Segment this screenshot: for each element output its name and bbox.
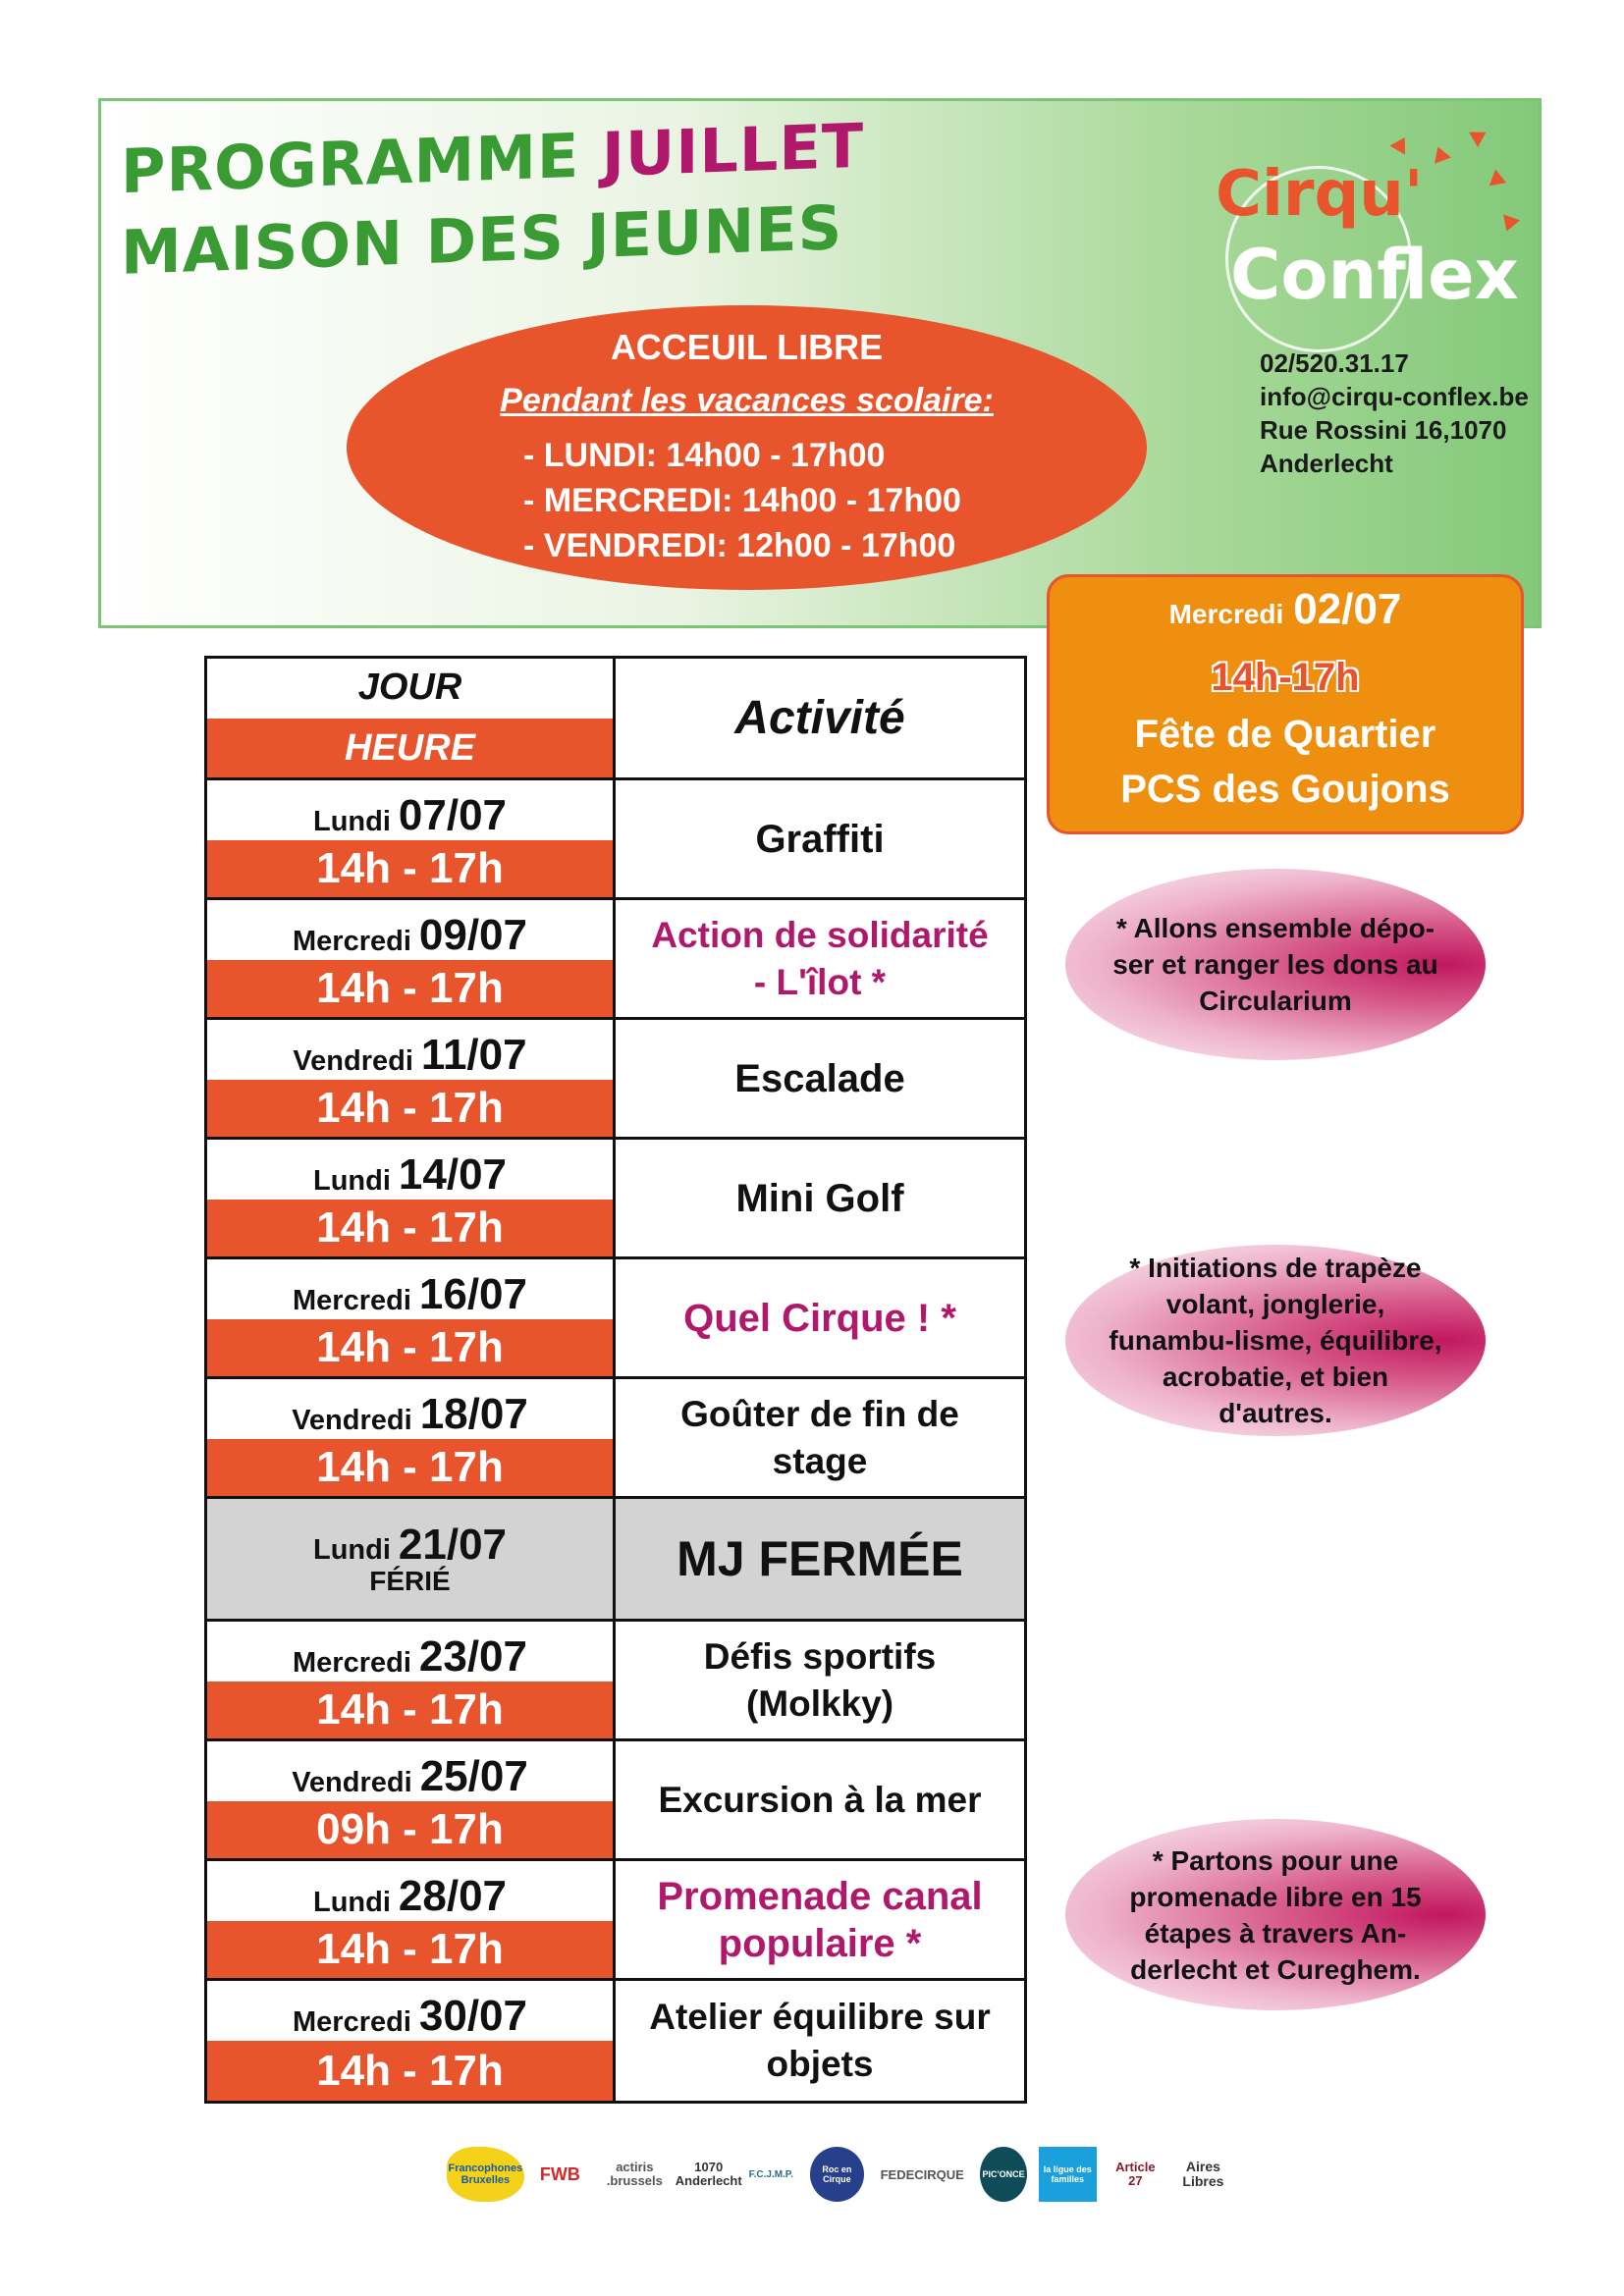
activity-cell: MJ FERMÉE [677,1531,963,1586]
day-cell: Lundi 07/07 14h - 17h [207,780,616,897]
title-programme: PROGRAMME [121,119,602,208]
partner-logo: PIC'ONCE [980,2147,1026,2202]
contact-info [1260,347,1529,480]
activity-cell: Atelier équilibre sur objets [649,1997,991,2084]
note-solidarite: * Allons ensemble dépo-ser et ranger les dons au Circularium [1065,869,1486,1060]
accueil-slot: - LUNDI: 14h00 - 17h00 [523,437,886,474]
contact-email: info@cirqu-conflex.be [1260,382,1529,411]
table-row [207,1140,1024,1259]
accueil-libre-ellipse [347,305,1147,590]
event-date: Mercredi 02/07 [1168,585,1402,633]
logo-triangle-icon [1430,143,1451,163]
header-heure: HEURE [207,719,613,777]
day-cell: Vendredi 25/07 09h - 17h [207,1741,616,1858]
table-row [207,1259,1024,1379]
contact-address-2: Anderlecht [1260,449,1393,478]
activity-cell: Escalade [734,1056,905,1100]
table-row [207,1741,1024,1861]
partner-logo: 1070 Anderlecht [675,2160,742,2188]
day-cell: Lundi 28/07 14h - 17h [207,1861,616,1978]
activity-cell: Quel Cirque ! * [683,1296,956,1340]
note-cirque: * Initiations de trapèze volant, jonglerie, funambu-lisme, équilibre, acrobatie, et bien d'autres. [1065,1245,1486,1436]
partner-logo: actiris .brussels [606,2160,663,2188]
partner-logo: FWB [539,2163,580,2184]
title-line-2: MAISON DES JEUNES [121,191,843,289]
day-cell: Lundi 14/07 14h - 17h [207,1140,616,1256]
day-cell: Mercredi 30/07 14h - 17h [207,1981,616,2101]
activity-cell: Excursion à la mer [658,1779,982,1820]
partner-logo: Roc en Cirque [810,2147,864,2202]
header-day-cell [207,659,616,777]
day-cell: Vendredi 11/07 14h - 17h [207,1020,616,1137]
day-cell: Mercredi 16/07 14h - 17h [207,1259,616,1376]
day-cell: Mercredi 23/07 14h - 17h [207,1622,616,1738]
day-cell: Lundi 21/07 FÉRIÉ [207,1499,616,1619]
holiday-label: FÉRIÉ [369,1566,451,1596]
table-row [207,780,1024,900]
activity-cell: Action de solidarité - L'îlot * [651,914,989,1002]
table-row [207,1020,1024,1140]
note-promenade: * Partons pour une promenade libre en 15 étapes à travers An-derlecht et Cureghem. [1065,1819,1486,2010]
partner-logo: F.C.J.M.P. [748,2168,793,2180]
header-activity: Activité [734,691,905,744]
title-month: JUILLET [601,109,864,191]
table-row [207,1379,1024,1499]
event-name: Fête de Quartier PCS des Goujons [1120,713,1450,811]
accueil-title: ACCEUIL LIBRE [610,327,884,367]
cirqu-conflex-logo [1196,129,1520,354]
logo-triangle-icon [1489,169,1509,190]
partner-logo: FEDECIRQUE [880,2166,964,2182]
activity-cell: Défis sportifs (Molkky) [703,1635,937,1724]
partner-logo: Aires Libres [1182,2159,1224,2189]
partner-logo: Francophones Bruxelles [447,2147,524,2202]
partner-logo: la ligue des familles [1039,2147,1097,2202]
activity-cell: Goûter de fin de stage [680,1393,959,1481]
contact-phone: 02/520.31.17 [1260,348,1409,378]
logo-triangle-icon [1498,214,1520,234]
table-row [207,1861,1024,1981]
logo-triangle-icon [1389,133,1412,155]
title-line-1 [121,110,864,207]
day-cell: Vendredi 18/07 14h - 17h [207,1379,616,1496]
activity-cell: Promenade canal populaire * [657,1874,983,1965]
table-row-closed [207,1499,1024,1622]
table-row [207,900,1024,1020]
contact-address-1: Rue Rossini 16,1070 [1260,415,1507,445]
partner-logos [447,2140,1232,2209]
header-banner [98,98,1542,628]
event-box [1047,574,1524,834]
accueil-slots [523,433,961,568]
logo-triangle-icon [1469,125,1490,147]
partner-logo: Article 27 [1115,2160,1156,2188]
accueil-subtitle: Pendant les vacances scolaire: [500,382,994,419]
table-header-row [207,659,1024,780]
activity-cell: Graffiti [755,817,885,861]
activity-cell: Mini Golf [735,1176,904,1220]
event-time: 14h-17h [1211,656,1360,699]
logo-text-top: Cirqu' [1216,158,1424,231]
schedule-table [204,656,1027,2104]
header-jour: JOUR [357,667,462,708]
accueil-slot: - MERCREDI: 14h00 - 17h00 [523,482,961,519]
day-cell: Mercredi 09/07 14h - 17h [207,900,616,1017]
table-row [207,1981,1024,2101]
logo-text-bottom: Conflex [1230,235,1519,315]
table-row [207,1622,1024,1741]
accueil-slot: - VENDREDI: 12h00 - 17h00 [523,527,956,564]
